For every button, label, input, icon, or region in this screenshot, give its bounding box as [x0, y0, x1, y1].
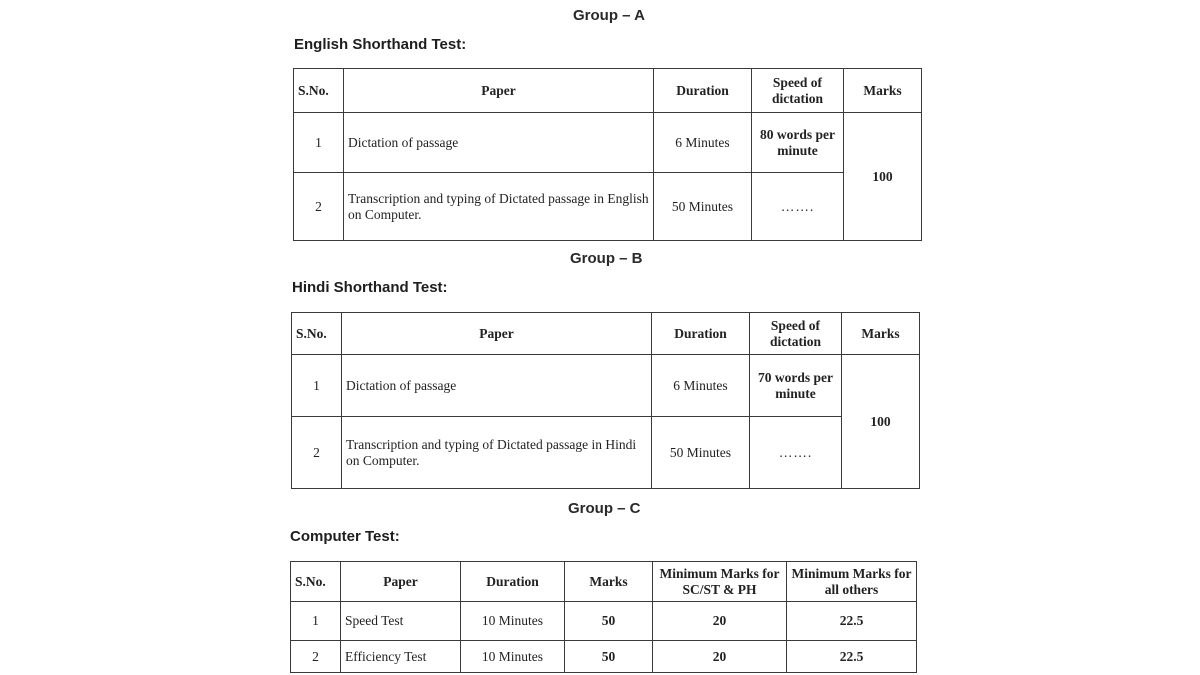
group-b-title: Group – B [570, 250, 643, 267]
header-duration: Duration [461, 562, 565, 602]
english-shorthand-table [293, 68, 922, 241]
cell-speed: 80 words per minute [752, 113, 844, 173]
header-duration: Duration [654, 69, 752, 113]
cell-speed: ……. [750, 417, 842, 489]
cell-duration: 10 Minutes [461, 641, 565, 673]
group-c-title: Group – C [568, 500, 641, 517]
header-min-marks-sc: Minimum Marks for SC/ST & PH [653, 562, 787, 602]
cell-sno: 2 [292, 417, 342, 489]
header-speed: Speed of dictation [750, 313, 842, 355]
table-row [294, 173, 922, 241]
cell-sno: 1 [292, 355, 342, 417]
header-duration: Duration [652, 313, 750, 355]
english-shorthand-test-heading: English Shorthand Test: [294, 36, 467, 53]
cell-duration: 10 Minutes [461, 602, 565, 641]
cell-paper: Transcription and typing of Dictated passage in English on Computer. [344, 173, 654, 241]
header-paper: Paper [344, 69, 654, 113]
cell-sno: 2 [291, 641, 341, 673]
cell-speed: ……. [752, 173, 844, 241]
header-sno: S.No. [294, 69, 344, 113]
table-header-row [292, 313, 920, 355]
group-a-title: Group – A [573, 7, 645, 24]
table-row [292, 355, 920, 417]
cell-duration: 50 Minutes [652, 417, 750, 489]
header-speed: Speed of dictation [752, 69, 844, 113]
cell-paper: Dictation of passage [344, 113, 654, 173]
header-marks: Marks [842, 313, 920, 355]
table-header-row [291, 562, 917, 602]
cell-sno: 1 [291, 602, 341, 641]
cell-paper: Transcription and typing of Dictated passage in Hindi on Computer. [342, 417, 652, 489]
cell-duration: 6 Minutes [654, 113, 752, 173]
cell-marks: 100 [842, 355, 920, 489]
header-sno: S.No. [291, 562, 341, 602]
cell-marks: 100 [844, 113, 922, 241]
cell-paper: Efficiency Test [341, 641, 461, 673]
cell-paper: Dictation of passage [342, 355, 652, 417]
computer-test-heading: Computer Test: [290, 528, 400, 545]
cell-sno: 1 [294, 113, 344, 173]
cell-min-others: 22.5 [787, 641, 917, 673]
hindi-shorthand-test-heading: Hindi Shorthand Test: [292, 279, 448, 296]
header-paper: Paper [342, 313, 652, 355]
computer-test-table [290, 561, 917, 673]
cell-paper: Speed Test [341, 602, 461, 641]
header-paper: Paper [341, 562, 461, 602]
cell-min-others: 22.5 [787, 602, 917, 641]
cell-min-sc: 20 [653, 641, 787, 673]
table-row [294, 113, 922, 173]
table-row [291, 602, 917, 641]
header-marks: Marks [844, 69, 922, 113]
header-min-marks-others: Minimum Marks for all others [787, 562, 917, 602]
table-row [292, 417, 920, 489]
cell-sno: 2 [294, 173, 344, 241]
cell-speed: 70 words per minute [750, 355, 842, 417]
cell-duration: 50 Minutes [654, 173, 752, 241]
cell-marks: 50 [565, 641, 653, 673]
header-marks: Marks [565, 562, 653, 602]
hindi-shorthand-table [291, 312, 920, 489]
table-header-row [294, 69, 922, 113]
cell-marks: 50 [565, 602, 653, 641]
table-row [291, 641, 917, 673]
cell-min-sc: 20 [653, 602, 787, 641]
cell-duration: 6 Minutes [652, 355, 750, 417]
header-sno: S.No. [292, 313, 342, 355]
